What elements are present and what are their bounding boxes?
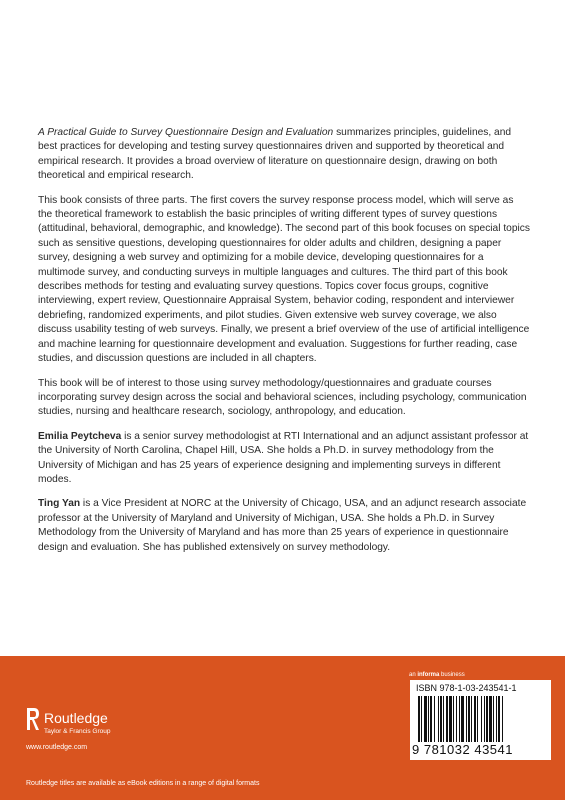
author-name-1: Emilia Peytcheva — [38, 430, 122, 442]
intro-text: summarizes principles, guidelines, and best practices for developing and testing survey questionnaires driven and supported by theoretical and empirical research. It provides a broad overview of literature on questionnaire design, drawing on both theoretical and empirical research. — [38, 127, 512, 182]
publisher-website: www.routledge.com — [26, 744, 88, 751]
publisher-name: Routledge — [44, 710, 108, 726]
book-title: A Practical Guide to Survey Questionnaire Design and Evaluation — [38, 127, 334, 138]
publisher-group: Taylor & Francis Group — [44, 728, 111, 735]
blurb-paragraph-intro — [38, 126, 530, 184]
author-bio-text-1: is a senior survey methodologist at RTI International and an adjunct assistant professor at the University of North Carolina, Chapel Hill, USA. She holds a Ph.D. in survey methodology from the University of Michigan and has 25 years of experience designing and implementing surveys in different modes. — [38, 430, 529, 485]
blurb-paragraph-structure: This book consists of three parts. The first covers the survey response process model, which will serve as the theoretical framework to establish the basic principles of writing different types of survey questions (attitudinal, behavioral, demographic, and knowledge). The second part of this book focuses on special topics such as sensitive questions, developing questionnaires for older adults and children, designing a paper survey, designing a web survey and optimizing for a mobile device, developing questionnaires for a multimode survey, and conducting surveys in multiple languages and cultures. The third part of this book describes methods for testing and evaluating survey questions. Topics cover focus groups, cognitive interviewing, expert review, Questionnaire Appraisal System, behavior coding, respondent and interviewer debriefing, randomized experiments, and pilot studies. Given extensive web survey coverage, we also discuss usability testing of web surveys. Finally, we present a brief overview of the use of artificial intelligence and machine learning for questionnaire development and evaluation. Suggestions for further reading, case studies, and discussion questions are included in all chapters. — [38, 194, 530, 365]
routledge-r-icon — [26, 706, 40, 734]
barcode-digits: 9 781032 43541 — [412, 742, 513, 757]
ebook-note: Routledge titles are available as eBook editions in a range of digital formats — [26, 780, 260, 787]
author-name-2: Ting Yan — [38, 498, 81, 510]
isbn-barcode — [410, 680, 551, 760]
back-cover-blurb — [38, 126, 530, 565]
author-bio-2 — [38, 497, 530, 555]
blurb-paragraph-audience: This book will be of interest to those using survey methodology/questionnaires and graduate courses incorporating survey design across the social and behavioral sciences, including psychology, communication studies, nursing and healthcare research, sociology, anthropology, and education. — [38, 377, 527, 418]
author-bio-text-2: is a Vice President at NORC at the University of Chicago, USA, and an adjunct research associate professor at the University of Maryland and University of Michigan, USA. She holds a Ph.D. in Survey Methodology from the University of Maryland and has more than 25 years of experience in questionnaire design and evaluation. She has published extensively on survey methodology. — [38, 498, 527, 553]
isbn-label: ISBN 978-1-03-243541-1 — [416, 683, 517, 693]
barcode-icon — [418, 696, 542, 742]
publisher-footer-band — [0, 656, 565, 800]
informa-business-label: an informa business — [409, 672, 465, 678]
author-bio-1 — [38, 430, 530, 488]
